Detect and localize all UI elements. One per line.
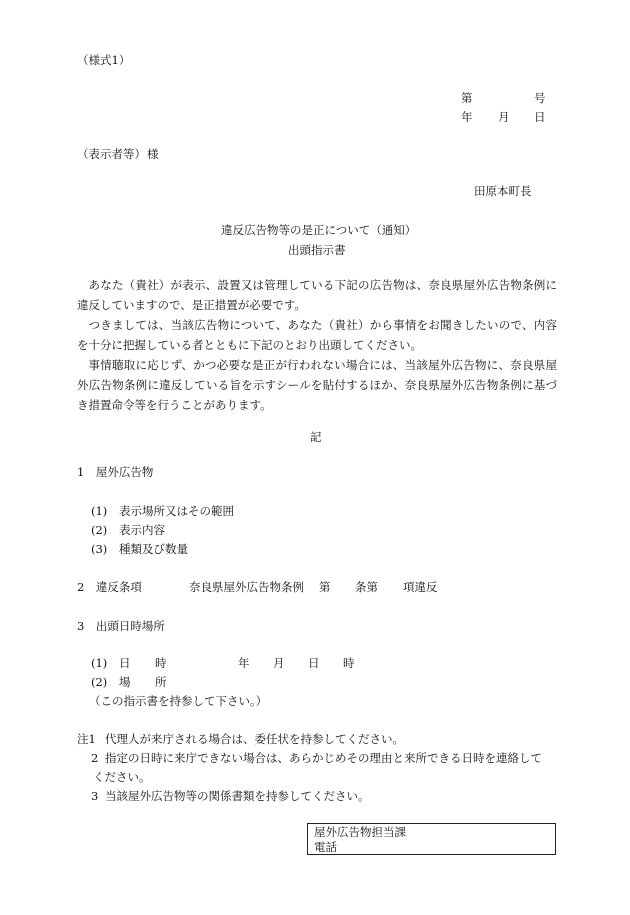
note2-num: 2 — [91, 751, 99, 765]
place-label-sho: 所 — [155, 675, 167, 689]
contact-phone-label: 電話 — [314, 840, 337, 854]
issue-date-year: 年 — [461, 110, 473, 124]
section1-item1-num: (1) — [91, 504, 108, 518]
section1-item3-text: 種類及び数量 — [119, 542, 188, 556]
note3-num: 3 — [91, 789, 99, 803]
datetime-hour: 時 — [343, 656, 355, 670]
section1-item2-text: 表示内容 — [119, 523, 165, 537]
document-title: 違反広告物等の是正について（通知） — [221, 223, 417, 237]
place-label-ba: 場 — [119, 675, 131, 689]
contact-box — [307, 823, 556, 855]
note1-text: 代理人が来庁される場合は、委任状を持参してください。 — [105, 732, 404, 746]
datetime-label-nichi: 日 — [119, 656, 131, 670]
section2-heading: 2 違反条項 — [77, 580, 142, 594]
sender: 田原本町長 — [474, 184, 532, 198]
datetime-num: (1) — [91, 656, 108, 670]
section1-item1-text: 表示場所又はその範囲 — [119, 504, 234, 518]
issue-number-prefix: 第 — [461, 91, 473, 105]
section3-note: （この指示書を持参して下さい。） — [89, 694, 268, 708]
body-paragraph-3: 事情聴取に応じず、かつ必要な是正が行われない場合には、当該屋外広告物に、奈良県屋外広告物条例に違反している旨を示すシールを貼付するほか、奈良県屋外広告物条例に基づき措置命令等を行うことがあります。 — [77, 358, 557, 412]
body-paragraph-2: つきましては、当該広告物について、あなた（貴社）から事情をお聞きしたいので、内容を十分に把握している者とともに下記のとおり出頭してください。 — [77, 318, 557, 352]
section1-item2-num: (2) — [91, 523, 108, 537]
section2-dai: 第 — [319, 580, 331, 594]
issue-number-suffix: 号 — [534, 91, 546, 105]
section3-heading: 3 出頭日時場所 — [77, 619, 165, 633]
section2-kou-ihan: 項違反 — [403, 580, 438, 594]
place-num: (2) — [91, 675, 108, 689]
section2-jou-dai: 条第 — [355, 580, 378, 594]
contact-department: 屋外広告物担当課 — [314, 825, 406, 839]
body-paragraph-1: あなた（貴社）が表示、設置又は管理している下記の広告物は、奈良県屋外広告物条例に違反していますので、是正措置が必要です。 — [77, 278, 557, 312]
datetime-day: 日 — [308, 656, 320, 670]
ki-heading: 記 — [310, 430, 322, 444]
issue-date-month: 月 — [498, 110, 510, 124]
addressee-honorific: 様 — [147, 147, 159, 161]
form-label: （様式1） — [77, 53, 131, 67]
body-text — [77, 275, 557, 415]
addressee-label: （表示者等） — [77, 147, 146, 161]
datetime-year: 年 — [238, 656, 250, 670]
section1-heading: 1 屋外広告物 — [77, 465, 154, 479]
issue-date-day: 日 — [534, 110, 546, 124]
section2-ordinance: 奈良県屋外広告物条例 — [189, 580, 304, 594]
datetime-month: 月 — [273, 656, 285, 670]
notes-label: 注1 — [77, 732, 96, 746]
note2-line1: 指定の日時に来庁できない場合は、あらかじめその理由と来所できる日時を連絡して — [105, 751, 542, 765]
note3-text: 当該屋外広告物等の関係書類を持参してください。 — [105, 789, 370, 803]
datetime-label-ji: 時 — [155, 656, 167, 670]
document-subtitle: 出頭指示書 — [288, 243, 346, 257]
note2-line2: ください。 — [93, 770, 151, 784]
section1-item3-num: (3) — [91, 542, 108, 556]
